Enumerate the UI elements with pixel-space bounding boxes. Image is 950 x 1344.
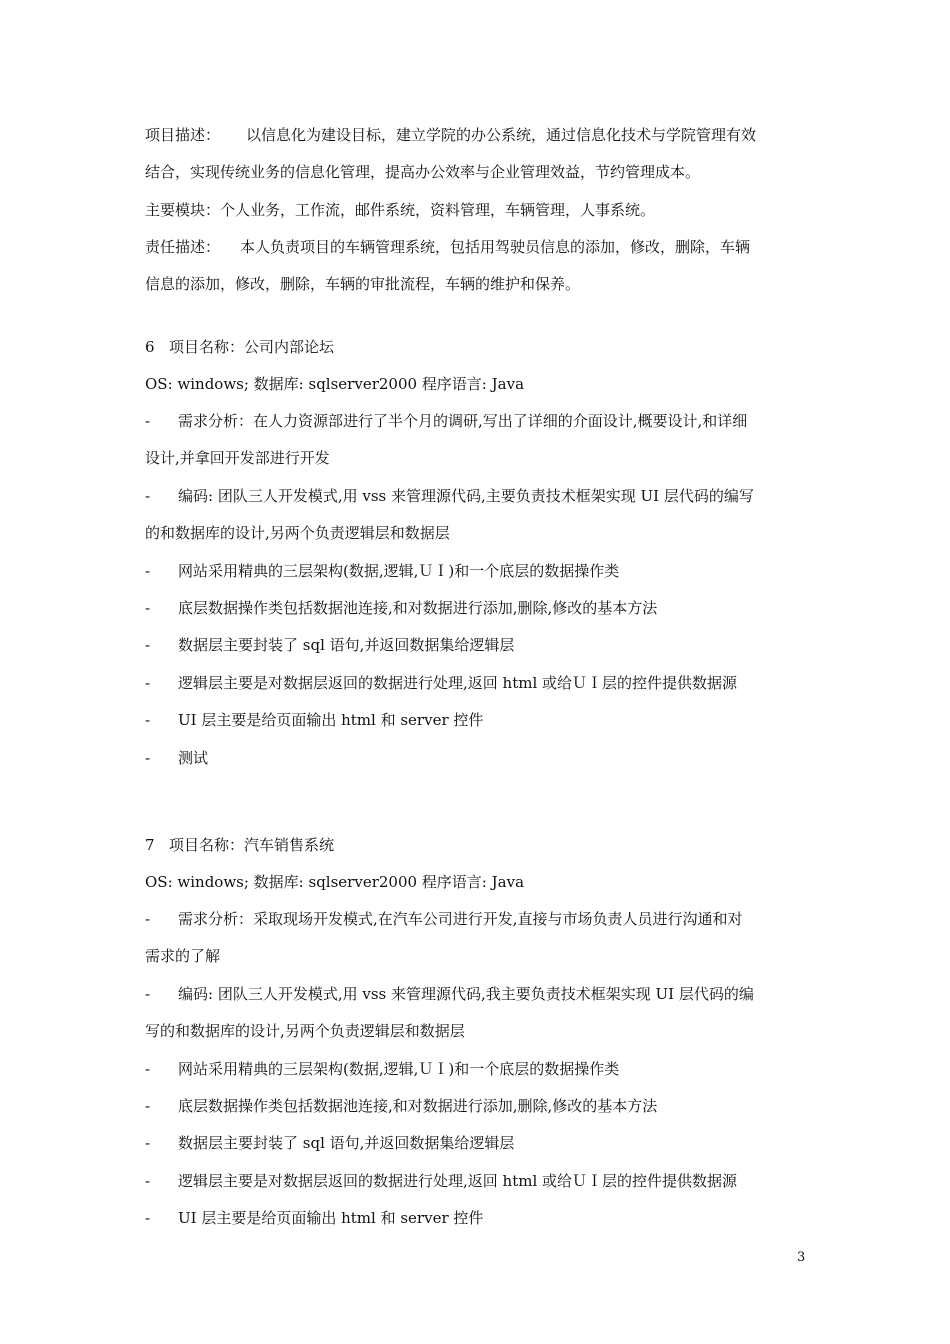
list-item-text: 编码: 团队三人开发模式,用 vss 来管理源代码,我主要负责技术框架实现 UI 层代码的编 [178, 985, 754, 1003]
list-item-text: 数据层主要封装了 sql 语句,并返回数据集给逻辑层 [178, 1134, 515, 1152]
list-item [145, 1171, 810, 1191]
list-item-text: 数据层主要封装了 sql 语句,并返回数据集给逻辑层 [178, 636, 515, 654]
bullet-dash: - [145, 599, 151, 617]
bullet-dash: - [145, 985, 151, 1003]
list-item-text: 底层数据操作类包括数据池连接,和对数据进行添加,删除,修改的基本方法 [178, 1097, 658, 1115]
list-item-text: 网站采用精典的三层架构(数据,逻辑,ＵＩ)和一个底层的数据操作类 [178, 1060, 620, 1078]
bullet-dash: - [145, 910, 151, 928]
list-item [145, 1059, 810, 1079]
description-text: 以信息化为建设目标，建立学院的办公系统，通过信息化技术与学院管理有效 [246, 126, 757, 144]
list-item [145, 1208, 810, 1228]
list-item-text: 逻辑层主要是对数据层返回的数据进行处理,返回 html 或给ＵＩ层的控件提供数据源 [178, 1172, 738, 1190]
list-item [145, 1096, 810, 1116]
list-item-text: UI 层主要是给页面输出 html 和 server 控件 [178, 711, 484, 729]
list-item-continuation: 的和数据库的设计,另两个负责逻辑层和数据层 [145, 524, 450, 542]
list-item-text: 需求分析：在人力资源部进行了半个月的调研,写出了详细的介面设计,概要设计,和详细 [178, 412, 748, 430]
responsibility-text: 本人负责项目的车辆管理系统，包括用驾驶员信息的添加，修改，删除，车辆 [240, 238, 751, 256]
list-item-text: 逻辑层主要是对数据层返回的数据进行处理,返回 html 或给ＵＩ层的控件提供数据源 [178, 674, 738, 692]
bullet-dash: - [145, 1172, 151, 1190]
list-item-text: 需求分析：采取现场开发模式,在汽车公司进行开发,直接与市场负责人员进行沟通和对 [178, 910, 743, 928]
project6-number: 6 [145, 338, 155, 356]
list-item [145, 1133, 810, 1153]
description-label: 项目描述： [145, 126, 221, 144]
modules-line: 主要模块：个人业务，工作流，邮件系统，资料管理，车辆管理，人事系统。 [145, 201, 656, 219]
project6-environment: OS: windows; 数据库: sqlserver2000 程序语言: Java [145, 375, 525, 393]
project7-number: 7 [145, 836, 155, 854]
bullet-dash: - [145, 674, 151, 692]
list-item [145, 673, 810, 693]
project7-environment: OS: windows; 数据库: sqlserver2000 程序语言: Java [145, 873, 525, 891]
list-item-text: 网站采用精典的三层架构(数据,逻辑,ＵＩ)和一个底层的数据操作类 [178, 562, 620, 580]
project7-title: 项目名称：汽车销售系统 [169, 836, 335, 854]
project6-heading [145, 337, 810, 357]
bullet-dash: - [145, 711, 151, 729]
responsibility-line [145, 237, 810, 257]
list-item [145, 411, 810, 431]
bullet-dash: - [145, 412, 151, 430]
list-item-text: 测试 [178, 749, 209, 767]
list-item-text: UI 层主要是给页面输出 html 和 server 控件 [178, 1209, 484, 1227]
project7-heading [145, 835, 810, 855]
list-item [145, 635, 810, 655]
list-item-text: 底层数据操作类包括数据池连接,和对数据进行添加,删除,修改的基本方法 [178, 599, 658, 617]
bullet-dash: - [145, 1134, 151, 1152]
list-item-continuation: 设计,并拿回开发部进行开发 [145, 449, 330, 467]
list-item [145, 909, 810, 929]
list-item [145, 561, 810, 581]
page-number: 3 [797, 1250, 806, 1265]
list-item [145, 710, 810, 730]
description-continuation: 结合，实现传统业务的信息化管理，提高办公效率与企业管理效益，节约管理成本。 [145, 163, 701, 181]
bullet-dash: - [145, 1060, 151, 1078]
list-item [145, 486, 810, 506]
project6-title: 项目名称：公司内部论坛 [169, 338, 335, 356]
bullet-dash: - [145, 749, 151, 767]
responsibility-continuation: 信息的添加，修改，删除，车辆的审批流程，车辆的维护和保养。 [145, 275, 581, 293]
project-description-line [145, 125, 810, 145]
list-item-continuation: 需求的了解 [145, 947, 221, 965]
list-item [145, 748, 810, 768]
bullet-dash: - [145, 1097, 151, 1115]
list-item-text: 编码: 团队三人开发模式,用 vss 来管理源代码,主要负责技术框架实现 UI 层代码的编写 [178, 487, 754, 505]
bullet-dash: - [145, 1209, 151, 1227]
list-item [145, 984, 810, 1004]
bullet-dash: - [145, 636, 151, 654]
list-item [145, 598, 810, 618]
list-item-continuation: 写的和数据库的设计,另两个负责逻辑层和数据层 [145, 1022, 465, 1040]
bullet-dash: - [145, 562, 151, 580]
responsibility-label: 责任描述： [145, 238, 221, 256]
bullet-dash: - [145, 487, 151, 505]
